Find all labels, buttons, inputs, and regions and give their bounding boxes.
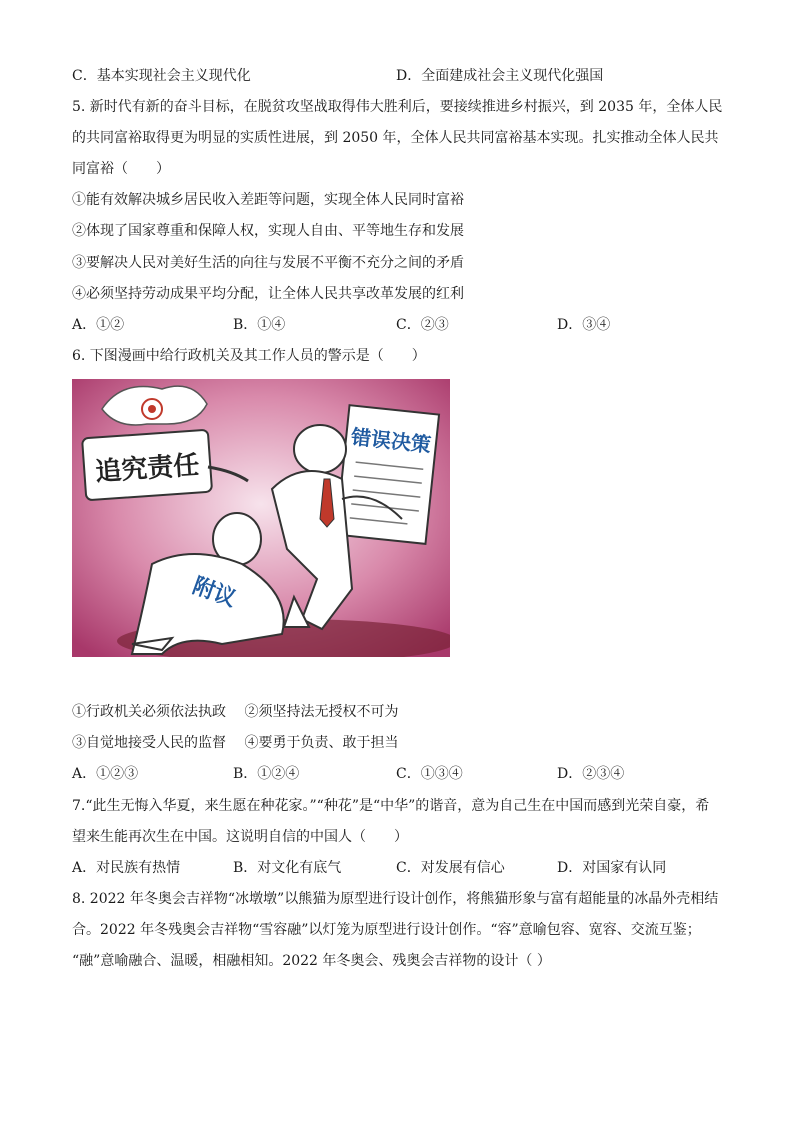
q6-items-line-1: ①行政机关必须依法执政 ②须坚持法无授权不可为	[72, 704, 399, 720]
q7-option-d: D．对国家有认同	[557, 860, 667, 876]
q5-stem-line-2: 的共同富裕取得更为明显的实质性进展，到 2050 年，全体人民共同富裕基本实现。扎实推动全体人民共	[72, 130, 719, 146]
q8-stem-line-2: 合。2022 年冬残奥会吉祥物“雪容融”以灯笼为原型进行设计创作。“容”意喻包容、宽容、交流互鉴；	[72, 922, 701, 938]
q7-stem-line-2: 望来生能再次生在中国。这说明自信的中国人（ ）	[72, 829, 408, 845]
q5-option-d: D．③④	[557, 317, 611, 333]
q6-option-d: D．②③④	[557, 766, 625, 782]
sign-left-text: 追究责任	[94, 450, 201, 488]
q5-item-2: ②体现了国家尊重和保障人权，实现人自由、平等地生存和发展	[72, 223, 464, 239]
q6-option-a: A．①②③	[72, 766, 139, 782]
q6-stem: 6. 下图漫画中给行政机关及其工作人员的警示是（ ）	[72, 348, 426, 364]
q5-option-c: C．②③	[396, 317, 449, 333]
sign-right	[336, 405, 439, 544]
q5-item-1: ①能有效解决城乡居民收入差距等问题，实现全体人民同时富裕	[72, 192, 464, 208]
q7-stem-line-1: 7.“此生无悔入华夏，来生愿在种花家。”“种花”是“中华”的谐音，意为自己生在中国而感到光荣自豪，希	[72, 798, 710, 814]
q4-option-d: D．全面建成社会主义现代化强国	[396, 68, 604, 84]
figure-body-text: 附议	[189, 573, 240, 613]
q7-option-c: C．对发展有信心	[396, 860, 505, 876]
sign-right-text: 错误决策	[350, 424, 433, 457]
cartoon-illustration	[72, 379, 450, 657]
q8-stem-line-1: 8. 2022 年冬奥会吉祥物“冰墩墩”以熊猫为原型进行设计创作，将熊猫形象与富有超能量的冰晶外壳相结	[72, 891, 719, 907]
q6-items-line-2: ③自觉地接受人民的监督 ④要勇于负责、敢于担当	[72, 735, 399, 751]
q5-item-4: ④必须坚持劳动成果平均分配，让全体人民共享改革发展的红利	[72, 286, 464, 302]
q7-option-a: A．对民族有热情	[72, 860, 181, 876]
q5-stem-line-1: 5. 新时代有新的奋斗目标，在脱贫攻坚战取得伟大胜利后，要接续推进乡村振兴，到 2035 年，全体人民	[72, 99, 723, 115]
q5-item-3: ③要解决人民对美好生活的向往与发展不平衡不充分之间的矛盾	[72, 255, 464, 271]
q5-option-b: B．①④	[233, 317, 286, 333]
q5-stem-line-3: 同富裕（ ）	[72, 161, 170, 177]
q4-option-c: C．基本实现社会主义现代化	[72, 68, 251, 84]
sign-left	[82, 430, 212, 501]
q8-stem-line-3: “融”意喻融合、温暖，相融相知。2022 年冬奥会、残奥会吉祥物的设计（ ）	[72, 953, 551, 969]
q6-option-b: B．①②④	[233, 766, 300, 782]
q5-option-a: A．①②	[72, 317, 125, 333]
q6-option-c: C．①③④	[396, 766, 463, 782]
q7-option-b: B．对文化有底气	[233, 860, 342, 876]
